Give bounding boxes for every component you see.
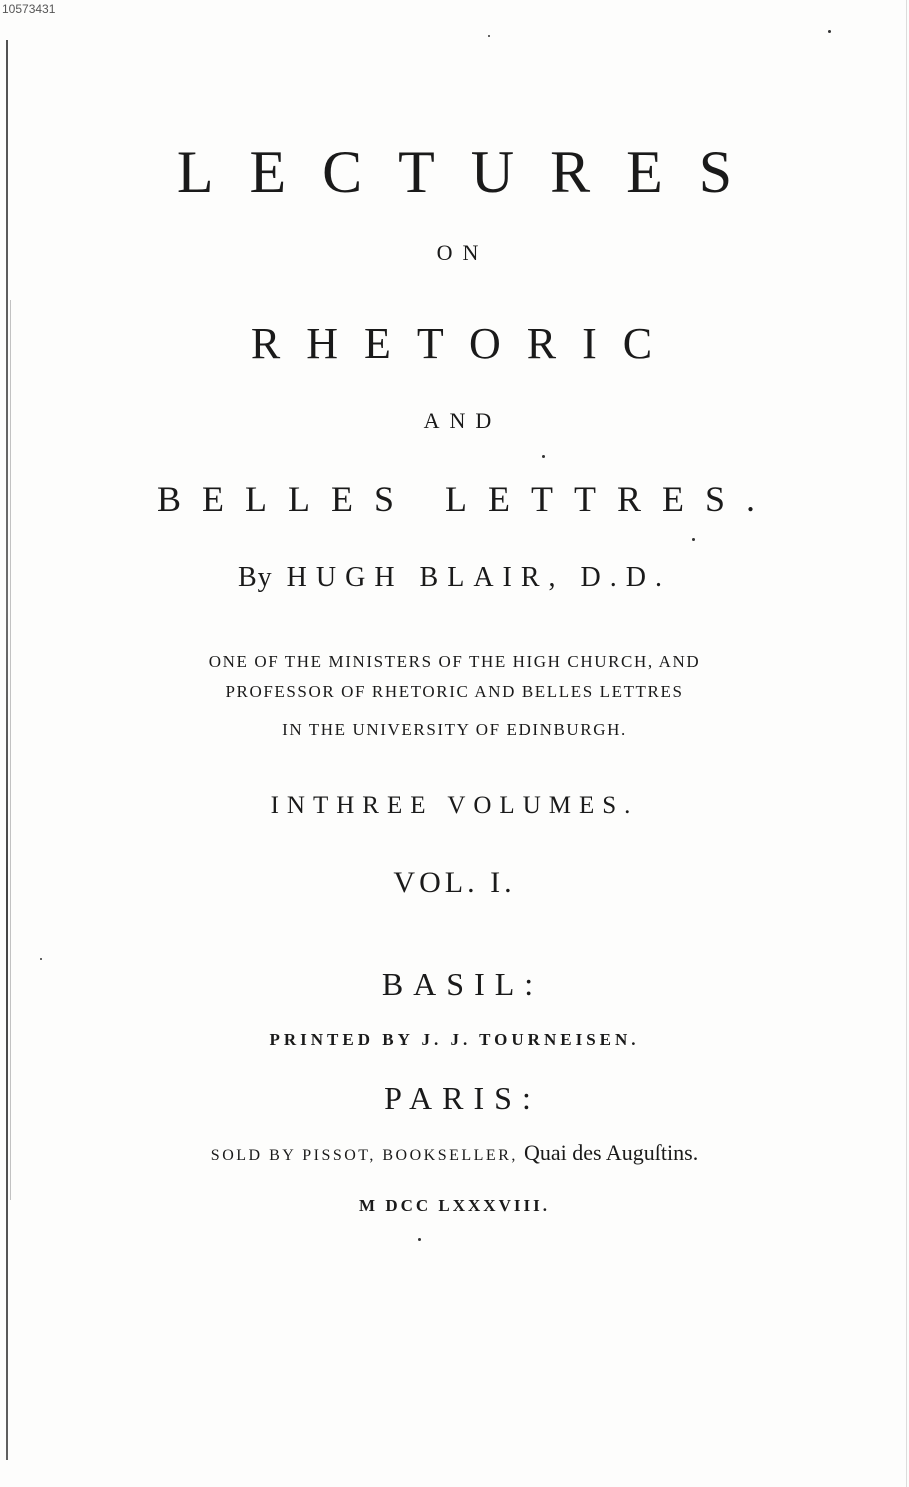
imprint-seller-name: SOLD BY PISSOT, BOOKSELLER, [210, 1147, 518, 1164]
catalog-number: 10573431 [2, 2, 56, 16]
title-lectures: LECTURES [176, 139, 769, 205]
imprint-date: M DCC LXXXVIII. [359, 1196, 550, 1215]
print-speck [542, 455, 545, 458]
imprint-city-basil: BASIL: [381, 966, 544, 1002]
affiliation-line-1: ONE OF THE MINISTERS OF THE HIGH CHURCH, AND [208, 652, 701, 671]
print-speck [418, 1238, 421, 1241]
title-and: AND [423, 408, 502, 433]
affiliation-line-2: PROFESSOR OF RHETORIC AND BELLES LETTRES [225, 682, 684, 701]
author-name: HUGH BLAIR, D.D. [286, 562, 671, 593]
author-line [0, 562, 909, 594]
page-edge [906, 0, 907, 1487]
title-belles-lettres: BELLES LETTRES. [157, 479, 776, 519]
volumes-statement: INTHREE VOLUMES. [270, 792, 639, 819]
author-by: By [237, 562, 273, 593]
print-speck [40, 958, 42, 960]
title-on: ON [436, 240, 489, 265]
print-speck [828, 30, 831, 33]
imprint-seller [0, 1140, 909, 1166]
print-speck [488, 35, 490, 37]
binding-shadow [10, 300, 11, 1200]
volume-number: VOL. I. [393, 866, 516, 899]
imprint-city-paris: PARIS: [384, 1080, 541, 1116]
imprint-printer: PRINTED BY J. J. TOURNEISEN. [269, 1030, 640, 1049]
title-rhetoric: RHETORIC [250, 319, 679, 368]
print-speck [692, 538, 695, 541]
imprint-seller-address: Quai des Auguſtins. [524, 1140, 699, 1165]
affiliation-line-3: IN THE UNIVERSITY OF EDINBURGH. [282, 720, 627, 739]
